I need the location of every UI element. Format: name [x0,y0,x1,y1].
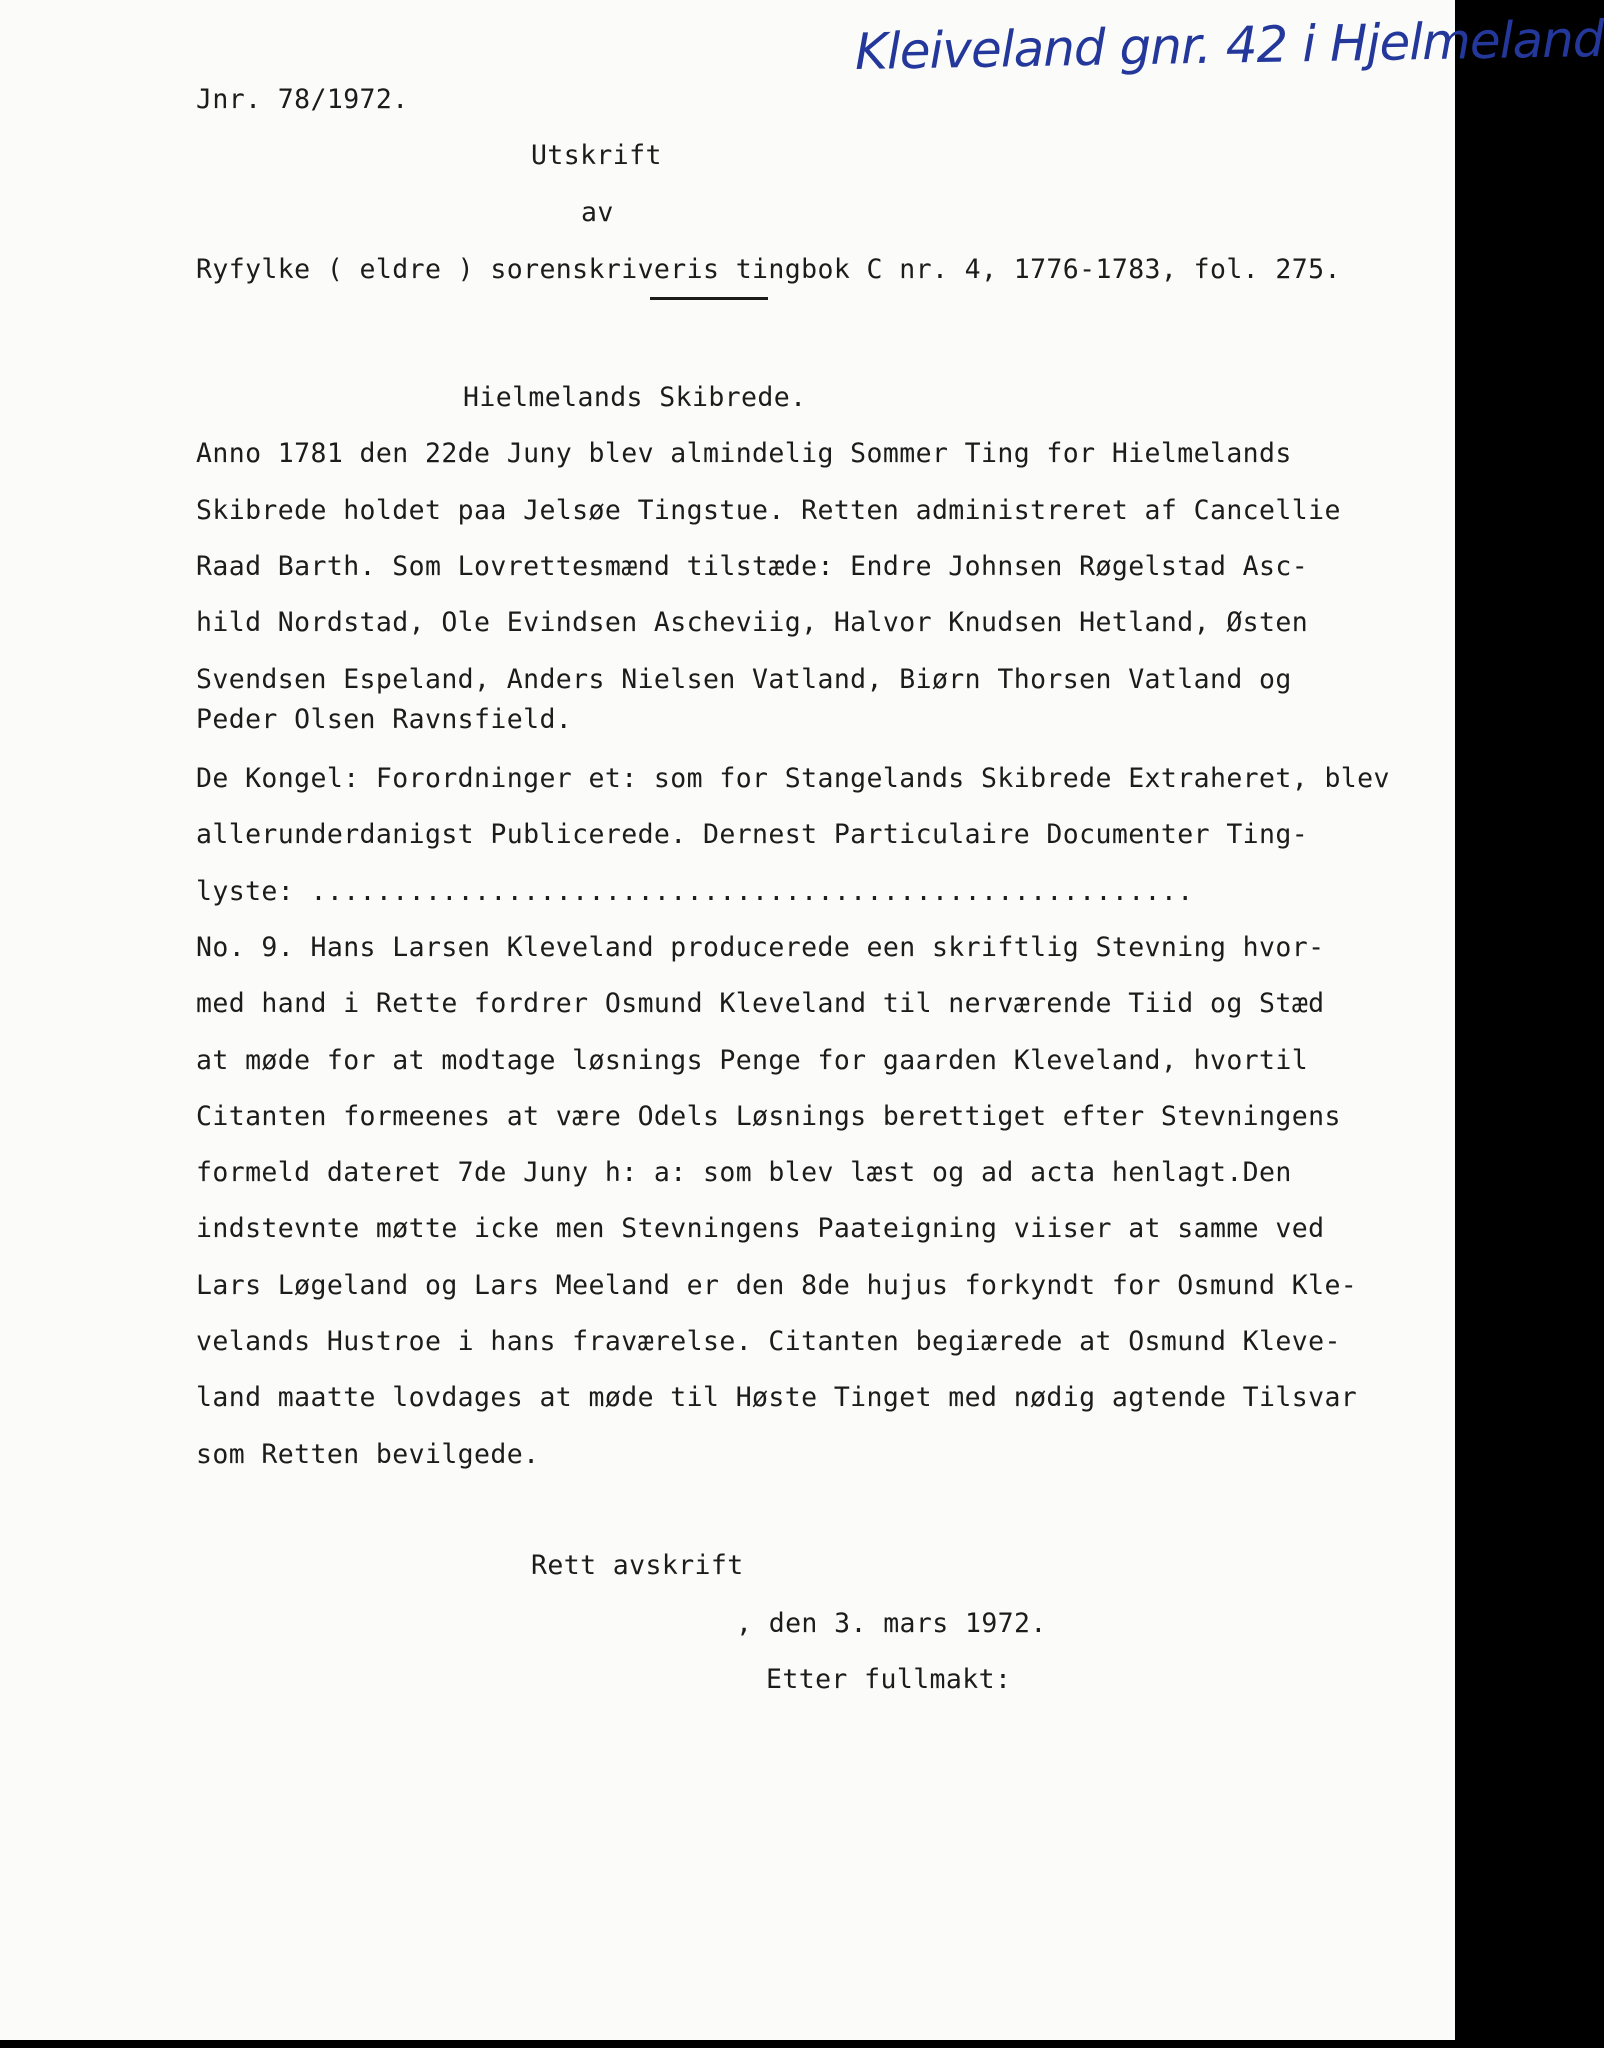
source-reference: Ryfylke ( eldre ) sorenskriveris tingbok C nr. 4, 1776-1783, fol. 275. [196,254,1341,285]
section-heading: Hielmelands Skibrede. [463,382,807,413]
body-line: lyste: ...................................................... [196,876,1194,907]
signature-date: , den 3. mars 1972. [736,1608,1047,1639]
body-line: Skibrede holdet paa Jelsøe Tingstue. Retten administreret af Cancellie [196,495,1341,526]
attestation: Rett avskrift [531,1550,744,1581]
body-line: Citanten formeenes at være Odels Løsnings berettiget efter Stevningens [196,1101,1341,1132]
title-divider [650,297,768,300]
body-line: Raad Barth. Som Lovrettesmænd tilstæde: Endre Johnsen Røgelstad Asc- [196,551,1309,582]
body-line: No. 9. Hans Larsen Kleveland producerede een skriftlig Stevning hvor- [196,932,1325,963]
body-line: indstevnte møtte icke men Stevningens Paateigning viiser at samme ved [196,1213,1325,1244]
title-utskrift: Utskrift [531,140,662,171]
title-av: av [581,197,614,228]
handwritten-annotation: Kleiveland gnr. 42 i Hjelmeland [854,9,1604,81]
body-line: Lars Løgeland og Lars Meeland er den 8de hujus forkyndt for Osmund Kle- [196,1270,1358,1301]
body-line: hild Nordstad, Ole Evindsen Ascheviig, Halvor Knudsen Hetland, Østen [196,607,1309,638]
body-line: formeld dateret 7de Juny h: a: som blev læst og ad acta henlagt.Den [196,1157,1292,1188]
body-line: at møde for at modtage løsnings Penge for gaarden Kleveland, hvortil [196,1045,1309,1076]
body-line: velands Hustroe i hans fraværelse. Citanten begiærede at Osmund Kleve- [196,1326,1341,1357]
body-line: De Kongel: Forordninger et: som for Stangelands Skibrede Extraheret, blev [196,763,1390,794]
body-line: Anno 1781 den 22de Juny blev almindelig Sommer Ting for Hielmelands [196,438,1292,469]
body-line: med hand i Rette fordrer Osmund Kleveland til nerværende Tiid og Stæd [196,988,1325,1019]
authority-line: Etter fullmakt: [766,1664,1012,1695]
journal-number: Jnr. 78/1972. [196,84,409,115]
body-line: Svendsen Espeland, Anders Nielsen Vatland, Biørn Thorsen Vatland og [196,664,1292,695]
body-line: allerunderdanigst Publicerede. Dernest Particulaire Documenter Ting- [196,819,1309,850]
body-line: land maatte lovdages at møde til Høste Tinget med nødig agtende Tilsvar [196,1382,1358,1413]
body-line: Peder Olsen Ravnsfield. [196,704,573,735]
body-line: som Retten bevilgede. [196,1439,540,1470]
